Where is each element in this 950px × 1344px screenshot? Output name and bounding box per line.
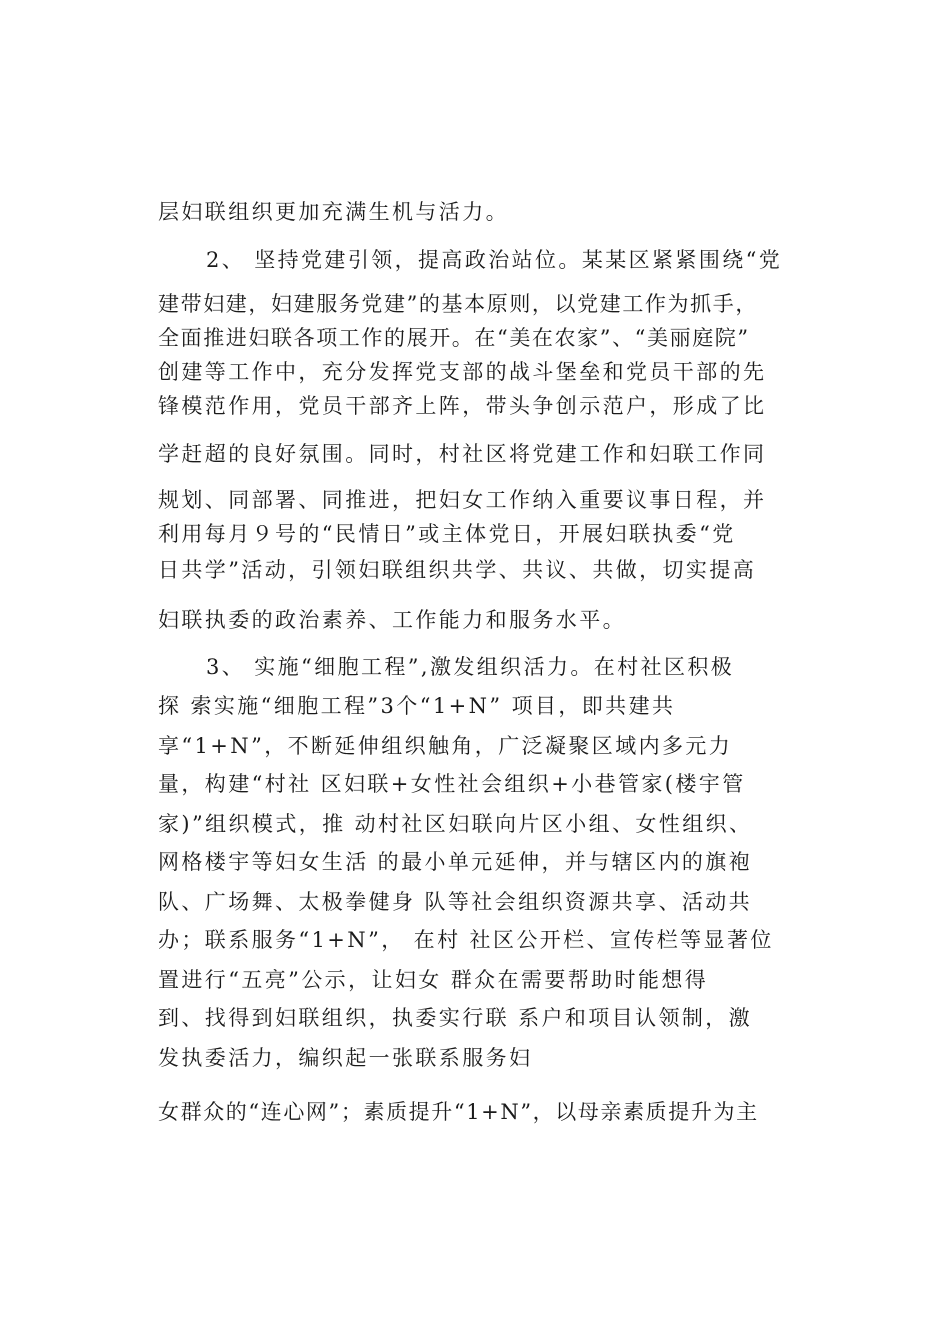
- text-line: 日共学”活动，引领妇联组织共学、共议、共做，切实提高: [158, 558, 757, 582]
- text-line: 创建等工作中，充分发挥党支部的战斗堡垒和党员干部的先: [158, 360, 767, 384]
- text-line: 探 索实施“细胞工程”3个“1+N” 项目，即共建共: [158, 694, 676, 718]
- text-line: 学赶超的良好氛围。同时，村社区将党建工作和妇联工作同: [158, 442, 767, 466]
- text-line: 女群众的“连心网”；素质提升“1+N”，以母亲素质提升为主: [158, 1100, 759, 1124]
- text-line: 置进行“五亮”公示，让妇女 群众在需要帮助时能想得: [158, 968, 709, 992]
- text-line: 量，构建“村社 区妇联+女性社会组织+小巷管家(楼宇管: [158, 772, 746, 796]
- text-line: 建带妇建，妇建服务党建”的基本原则，以党建工作为抓手，: [158, 292, 758, 316]
- text-line: 利用每月９号的“民情日”或主体党日，开展妇联执委“党: [158, 522, 736, 546]
- text-line: 发执委活力，编织起一张联系服务妇: [158, 1046, 533, 1070]
- text-line: 层妇联组织更加充满生机与活力。: [158, 200, 509, 224]
- text-line: 2、 坚持党建引领，提高政治站位。某某区紧紧围绕“党: [206, 248, 783, 272]
- text-line: 全面推进妇联各项工作的展开。在“美在农家”、“美丽庭院”: [158, 326, 750, 350]
- text-line: 锋模范作用，党员干部齐上阵，带头争创示范户，形成了比: [158, 394, 767, 418]
- text-line: 规划、同部署、同推进，把妇女工作纳入重要议事日程，并: [158, 488, 767, 512]
- text-line: 家)”组织模式，推 动村社区妇联向片区小组、女性组织、: [158, 812, 753, 836]
- text-line: 妇联执委的政治素养、工作能力和服务水平。: [158, 608, 626, 632]
- text-line: 队、广场舞、太极拳健身 队等社会组织资源共享、活动共: [158, 890, 753, 914]
- text-line: 办；联系服务“1+N”， 在村 社区公开栏、宣传栏等显著位: [158, 928, 774, 952]
- text-line: 到、找得到妇联组织，执委实行联 系户和项目认领制，激: [158, 1006, 753, 1030]
- text-line: 享“1+N”，不断延伸组织触角，广泛凝聚区域内多元力: [158, 734, 733, 758]
- text-line: 网格楼宇等妇女生活 的最小单元延伸，并与辖区内的旗袍: [158, 850, 753, 874]
- text-line: 3、 实施“细胞工程”,激发组织活力。在村社区积极: [206, 655, 735, 679]
